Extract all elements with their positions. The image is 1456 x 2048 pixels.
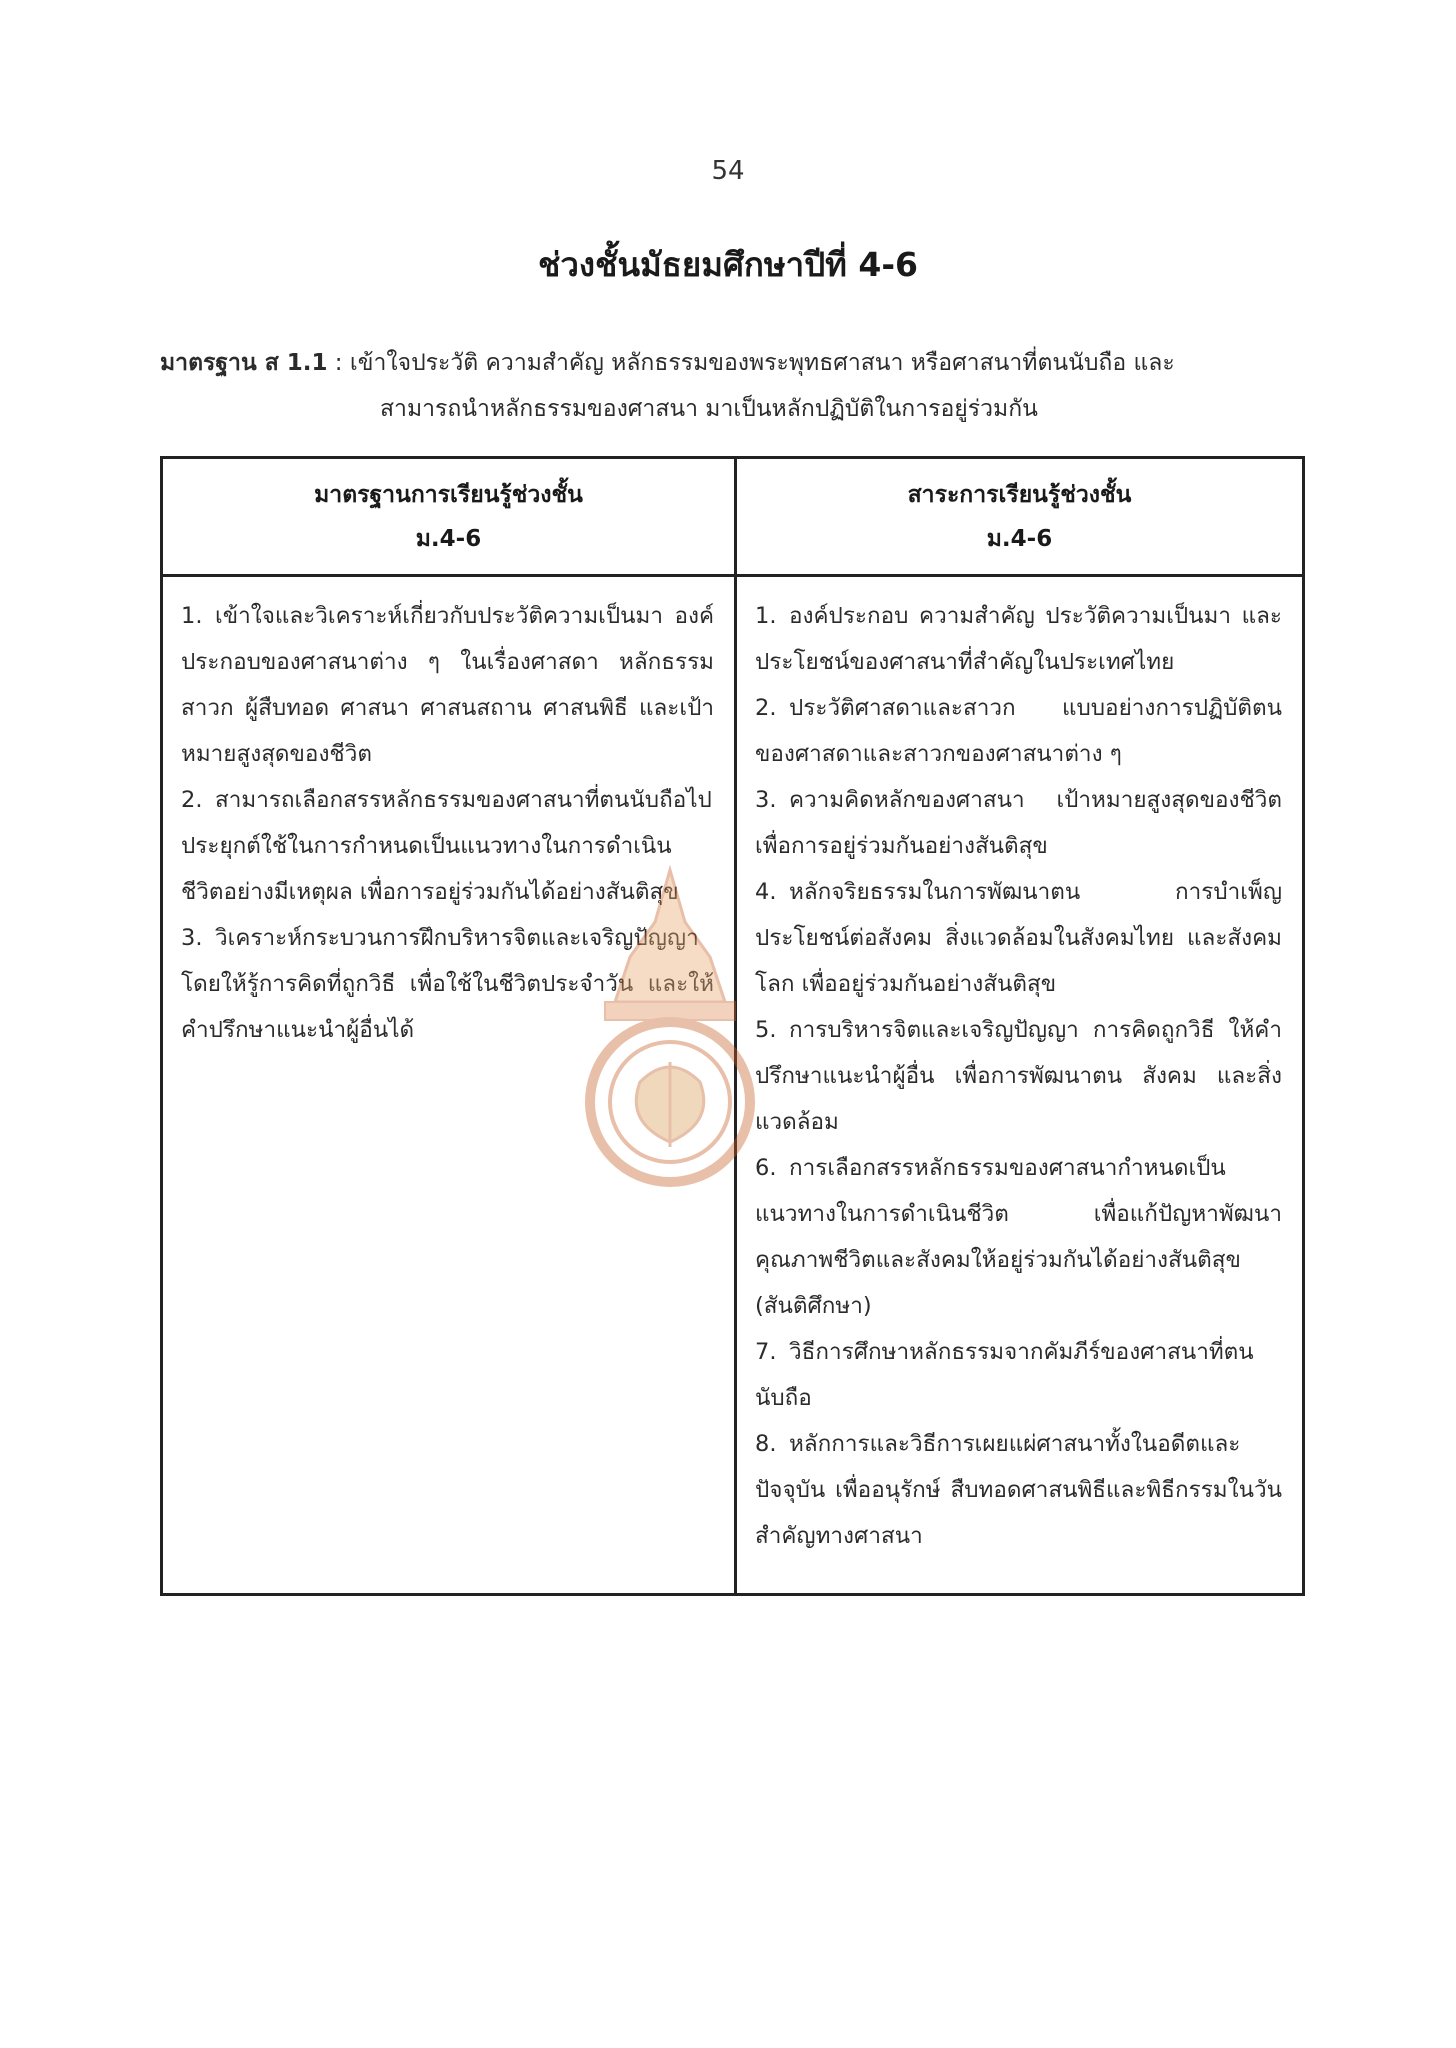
- list-item: [755, 1145, 1282, 1329]
- item-text: วิธีการศึกษาหลักธรรมจากคัมภีร์ของศาสนาที่ตนนับถือ: [755, 1339, 1254, 1411]
- item-number: 2.: [755, 695, 777, 721]
- list-item: [755, 1007, 1282, 1145]
- header-level: ม.4-6: [986, 526, 1053, 552]
- item-number: 1.: [181, 603, 203, 629]
- header-level: ม.4-6: [415, 526, 482, 552]
- item-text: การบริหารจิตและเจริญปัญญา การคิดถูกวิธี ให้คำปรึกษาแนะนำผู้อื่น เพื่อการพัฒนาตน สังคม และสิ่งแวดล้อม: [755, 1017, 1282, 1135]
- list-item: [755, 1329, 1282, 1421]
- section-title: ช่วงชั้นมัธยมศึกษาปีที่ 4-6: [538, 245, 918, 284]
- header-title: สาระการเรียนรู้ช่วงชั้น: [907, 482, 1132, 508]
- item-text: หลักจริยธรรมในการพัฒนาตน การบำเพ็ญประโยชน์ต่อสังคม สิ่งแวดล้อมในสังคมไทย และสังคมโลก เพื่ออยู่ร่วมกันอย่างสันติสุข: [755, 879, 1282, 997]
- item-text: สามารถเลือกสรรหลักธรรมของศาสนาที่ตนนับถือไปประยุกต์ใช้ในการกำหนดเป็นแนวทางในการดำเนินชีวิตอย่างมีเหตุผล เพื่อการอยู่ร่วมกันได้อย่างสันติสุข: [181, 787, 712, 905]
- learning-content-header: [737, 459, 1302, 577]
- item-number: 5.: [755, 1017, 777, 1043]
- item-text: ความคิดหลักของศาสนา เป้าหมายสูงสุดของชีวิต เพื่อการอยู่ร่วมกันอย่างสันติสุข: [755, 787, 1282, 859]
- item-number: 7.: [755, 1339, 777, 1365]
- list-item: [755, 1421, 1282, 1559]
- emblem-watermark-icon: [575, 862, 765, 1192]
- learning-standards-header: [163, 459, 737, 577]
- page-number: 54: [711, 156, 745, 186]
- learning-content-list: [737, 577, 1302, 1593]
- item-number: 3.: [755, 787, 777, 813]
- standard-label: มาตรฐาน ส 1.1: [160, 350, 328, 376]
- list-item: [181, 593, 714, 777]
- item-text: เข้าใจและวิเคราะห์เกี่ยวกับประวัติความเป็นมา องค์ประกอบของศาสนาต่าง ๆ ในเรื่องศาสดา หลักธรรม สาวก ผู้สืบทอด ศาสนา ศาสนสถาน ศาสนพิธี และเป้าหมายสูงสุดของชีวิต: [181, 603, 714, 767]
- item-number: 1.: [755, 603, 777, 629]
- item-number: 2.: [181, 787, 203, 813]
- item-text: องค์ประกอบ ความสำคัญ ประวัติความเป็นมา และประโยชน์ของศาสนาที่สำคัญในประเทศไทย: [755, 603, 1282, 675]
- item-number: 4.: [755, 879, 777, 905]
- item-number: 3.: [181, 925, 203, 951]
- header-title: มาตรฐานการเรียนรู้ช่วงชั้น: [314, 482, 583, 508]
- list-item: [755, 777, 1282, 869]
- standard-line-2: สามารถนำหลักธรรมของศาสนา มาเป็นหลักปฏิบัติในการอยู่ร่วมกัน: [380, 396, 1038, 422]
- item-text: หลักการและวิธีการเผยแผ่ศาสนาทั้งในอดีตและปัจจุบัน เพื่ออนุรักษ์ สืบทอดศาสนพิธีและพิธีกรรมในวันสำคัญทางศาสนา: [755, 1431, 1282, 1549]
- list-item: [755, 685, 1282, 777]
- standard-statement: [160, 340, 1320, 432]
- standard-line-1: เข้าใจประวัติ ความสำคัญ หลักธรรมของพระพุทธศาสนา หรือศาสนาที่ตนนับถือ และ: [349, 350, 1175, 376]
- standard-separator: :: [327, 350, 350, 376]
- list-item: [755, 869, 1282, 1007]
- item-text: วิเคราะห์กระบวนการฝึกบริหารจิตและเจริญปัญญา โดยให้รู้การคิดที่ถูกวิธี เพื่อใช้ในชีวิตประจำวัน และให้คำปรึกษาแนะนำผู้อื่นได้: [181, 925, 714, 1043]
- item-number: 8.: [755, 1431, 777, 1457]
- list-item: [755, 593, 1282, 685]
- item-text: ประวัติศาสดาและสาวก แบบอย่างการปฏิบัติตนของศาสดาและสาวกของศาสนาต่าง ๆ: [755, 695, 1282, 767]
- item-number: 6.: [755, 1155, 777, 1181]
- item-text: การเลือกสรรหลักธรรมของศาสนากำหนดเป็นแนวทางในการดำเนินชีวิต เพื่อแก้ปัญหาพัฒนาคุณภาพชีวิตและสังคมให้อยู่ร่วมกันได้อย่างสันติสุข (สันติศึกษา): [755, 1155, 1282, 1319]
